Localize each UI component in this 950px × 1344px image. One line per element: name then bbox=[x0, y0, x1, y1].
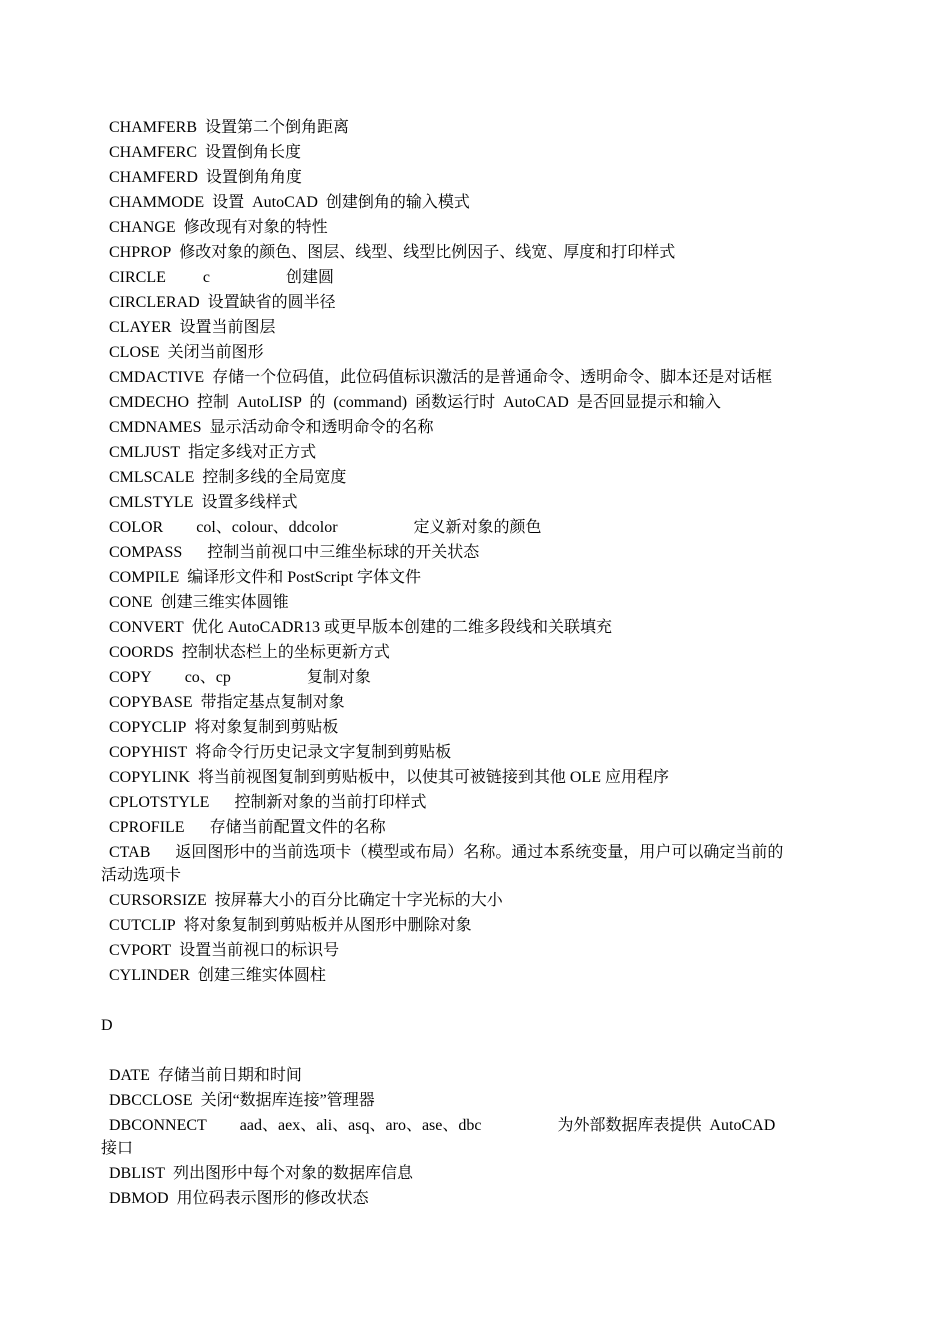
command-description: 控制 AutoLISP 的 (command) 函数运行时 AutoCAD 是否回显提示和输入 bbox=[197, 394, 721, 411]
command-name: CPLOTSTYLE bbox=[109, 794, 210, 811]
command-name: CHPROP bbox=[109, 244, 172, 261]
command-alias: col、colour、ddcolor bbox=[196, 519, 338, 536]
section-heading: D bbox=[101, 1017, 113, 1034]
command-name: COPY bbox=[109, 669, 152, 686]
command-name: CMLSCALE bbox=[109, 469, 195, 486]
command-description: 为外部数据库表提供 AutoCAD bbox=[557, 1117, 776, 1134]
command-description: 将对象复制到剪贴板 bbox=[194, 719, 339, 736]
command-name: COPYBASE bbox=[109, 694, 193, 711]
list-item bbox=[109, 618, 829, 638]
command-description: 复制对象 bbox=[306, 669, 371, 686]
command-name: DBMOD bbox=[109, 1190, 169, 1207]
command-name: CPROFILE bbox=[109, 819, 185, 836]
command-name: CVPORT bbox=[109, 942, 172, 959]
command-name: COPYLINK bbox=[109, 769, 190, 786]
command-description: 关闭“数据库连接”管理器 bbox=[200, 1092, 375, 1109]
command-description: 关闭当前图形 bbox=[167, 344, 264, 361]
list-item bbox=[109, 193, 829, 213]
command-name: CLOSE bbox=[109, 344, 160, 361]
command-description: 修改对象的颜色、图层、线型、线型比例因子、线宽、厚度和打印样式 bbox=[179, 244, 676, 261]
command-description: 设置当前视口的标识号 bbox=[179, 942, 340, 959]
command-description: 创建三维实体圆柱 bbox=[197, 967, 326, 984]
command-name: CLAYER bbox=[109, 319, 172, 336]
command-description: 指定多线对正方式 bbox=[188, 444, 317, 461]
command-description: 设置 AutoCAD 创建倒角的输入模式 bbox=[212, 194, 470, 211]
command-description: 将当前视图复制到剪贴板中，以使其可被链接到其他 OLE 应用程序 bbox=[197, 769, 669, 786]
command-description: 列出图形中每个对象的数据库信息 bbox=[173, 1165, 414, 1182]
command-name: COORDS bbox=[109, 644, 174, 661]
command-description: 设置第二个倒角距离 bbox=[205, 119, 350, 136]
list-item bbox=[109, 793, 829, 813]
command-name: DBCONNECT bbox=[109, 1117, 207, 1134]
list-item bbox=[109, 818, 829, 838]
command-description: 定义新对象的颜色 bbox=[413, 519, 542, 536]
list-item bbox=[109, 768, 829, 788]
command-description: 返回图形中的当前选项卡（模型或布局）名称。通过本系统变量，用户可以确定当前的 bbox=[175, 844, 784, 861]
list-item bbox=[109, 1066, 829, 1086]
list-item bbox=[109, 718, 829, 738]
command-name: DBLIST bbox=[109, 1165, 165, 1182]
list-item bbox=[109, 1116, 829, 1136]
command-description: 设置倒角角度 bbox=[205, 169, 302, 186]
command-name: COPYHIST bbox=[109, 744, 188, 761]
list-item bbox=[109, 368, 829, 388]
command-description: 创建三维实体圆锥 bbox=[160, 594, 289, 611]
list-item bbox=[109, 293, 829, 313]
command-alias: co、cp bbox=[184, 669, 231, 686]
command-name: CUTCLIP bbox=[109, 917, 176, 934]
list-item bbox=[109, 1164, 829, 1184]
list-item bbox=[109, 916, 829, 936]
command-description: 存储当前日期和时间 bbox=[157, 1067, 302, 1084]
list-item bbox=[109, 941, 829, 961]
list-item bbox=[109, 493, 829, 513]
command-description: 存储一个位码值，此位码值标识激活的是普通命令、透明命令、脚本还是对话框 bbox=[212, 369, 773, 386]
command-name: CONE bbox=[109, 594, 153, 611]
list-item bbox=[109, 1189, 829, 1209]
command-name: CHANGE bbox=[109, 219, 176, 236]
command-name: CHAMMODE bbox=[109, 194, 205, 211]
list-item bbox=[109, 543, 829, 563]
command-description: 将命令行历史记录文字复制到剪贴板 bbox=[195, 744, 452, 761]
list-item bbox=[109, 268, 829, 288]
list-item bbox=[109, 518, 829, 538]
command-description: 修改现有对象的特性 bbox=[183, 219, 328, 236]
command-name: CMLSTYLE bbox=[109, 494, 194, 511]
list-item bbox=[109, 891, 829, 911]
list-item bbox=[109, 318, 829, 338]
command-name: CURSORSIZE bbox=[109, 892, 207, 909]
list-item bbox=[109, 1091, 829, 1111]
list-item bbox=[109, 443, 829, 463]
command-description: 设置缺省的圆半径 bbox=[207, 294, 336, 311]
command-name: CHAMFERB bbox=[109, 119, 198, 136]
command-name: CIRCLERAD bbox=[109, 294, 200, 311]
command-name: CMDNAMES bbox=[109, 419, 202, 436]
list-item bbox=[109, 693, 829, 713]
command-name: CMDECHO bbox=[109, 394, 190, 411]
list-item bbox=[109, 168, 829, 188]
list-item bbox=[109, 143, 829, 163]
command-description: 控制当前视口中三维坐标球的开关状态 bbox=[207, 544, 480, 561]
command-name: CONVERT bbox=[109, 619, 184, 636]
command-name: CHAMFERC bbox=[109, 144, 198, 161]
command-name: CYLINDER bbox=[109, 967, 190, 984]
list-item bbox=[109, 343, 829, 363]
command-name: COMPASS bbox=[109, 544, 183, 561]
command-name: COLOR bbox=[109, 519, 164, 536]
command-description-continued: 接口 bbox=[101, 1140, 134, 1157]
command-name: CHAMFERD bbox=[109, 169, 198, 186]
command-name: COMPILE bbox=[109, 569, 180, 586]
command-name: CIRCLE bbox=[109, 269, 166, 286]
list-item bbox=[109, 643, 829, 663]
command-description: 按屏幕大小的百分比确定十字光标的大小 bbox=[214, 892, 503, 909]
list-item bbox=[109, 593, 829, 613]
list-item bbox=[109, 468, 829, 488]
command-description: 用位码表示图形的修改状态 bbox=[176, 1190, 369, 1207]
command-description: 创建圆 bbox=[286, 269, 335, 286]
command-description: 带指定基点复制对象 bbox=[200, 694, 345, 711]
command-description: 优化 AutoCADR13 或更早版本创建的二维多段线和关联填充 bbox=[191, 619, 613, 636]
command-description: 存储当前配置文件的名称 bbox=[209, 819, 386, 836]
command-description: 控制多线的全局宽度 bbox=[202, 469, 347, 486]
list-item bbox=[109, 418, 829, 438]
list-item bbox=[109, 393, 829, 413]
command-description: 控制新对象的当前打印样式 bbox=[234, 794, 427, 811]
command-description: 将对象复制到剪贴板并从图形中删除对象 bbox=[183, 917, 472, 934]
command-description: 设置倒角长度 bbox=[205, 144, 302, 161]
command-description: 控制状态栏上的坐标更新方式 bbox=[181, 644, 390, 661]
list-item bbox=[109, 966, 829, 986]
command-description: 显示活动命令和透明命令的名称 bbox=[209, 419, 434, 436]
command-name: CMLJUST bbox=[109, 444, 181, 461]
command-name: CTAB bbox=[109, 844, 151, 861]
command-name: DATE bbox=[109, 1067, 150, 1084]
list-item bbox=[109, 843, 829, 863]
list-item bbox=[109, 218, 829, 238]
command-description: 编译形文件和 PostScript 字体文件 bbox=[187, 569, 422, 586]
command-description: 设置多线样式 bbox=[201, 494, 298, 511]
command-name: DBCCLOSE bbox=[109, 1092, 193, 1109]
command-alias: aad、aex、ali、asq、aro、ase、dbc bbox=[239, 1117, 482, 1134]
command-description: 设置当前图层 bbox=[179, 319, 276, 336]
command-description-continued: 活动选项卡 bbox=[101, 867, 182, 884]
list-item bbox=[109, 743, 829, 763]
list-item bbox=[109, 118, 829, 138]
command-name: COPYCLIP bbox=[109, 719, 187, 736]
command-name: CMDACTIVE bbox=[109, 369, 205, 386]
list-item bbox=[109, 668, 829, 688]
command-alias: c bbox=[202, 269, 210, 286]
list-item bbox=[109, 243, 829, 263]
list-item bbox=[109, 568, 829, 588]
